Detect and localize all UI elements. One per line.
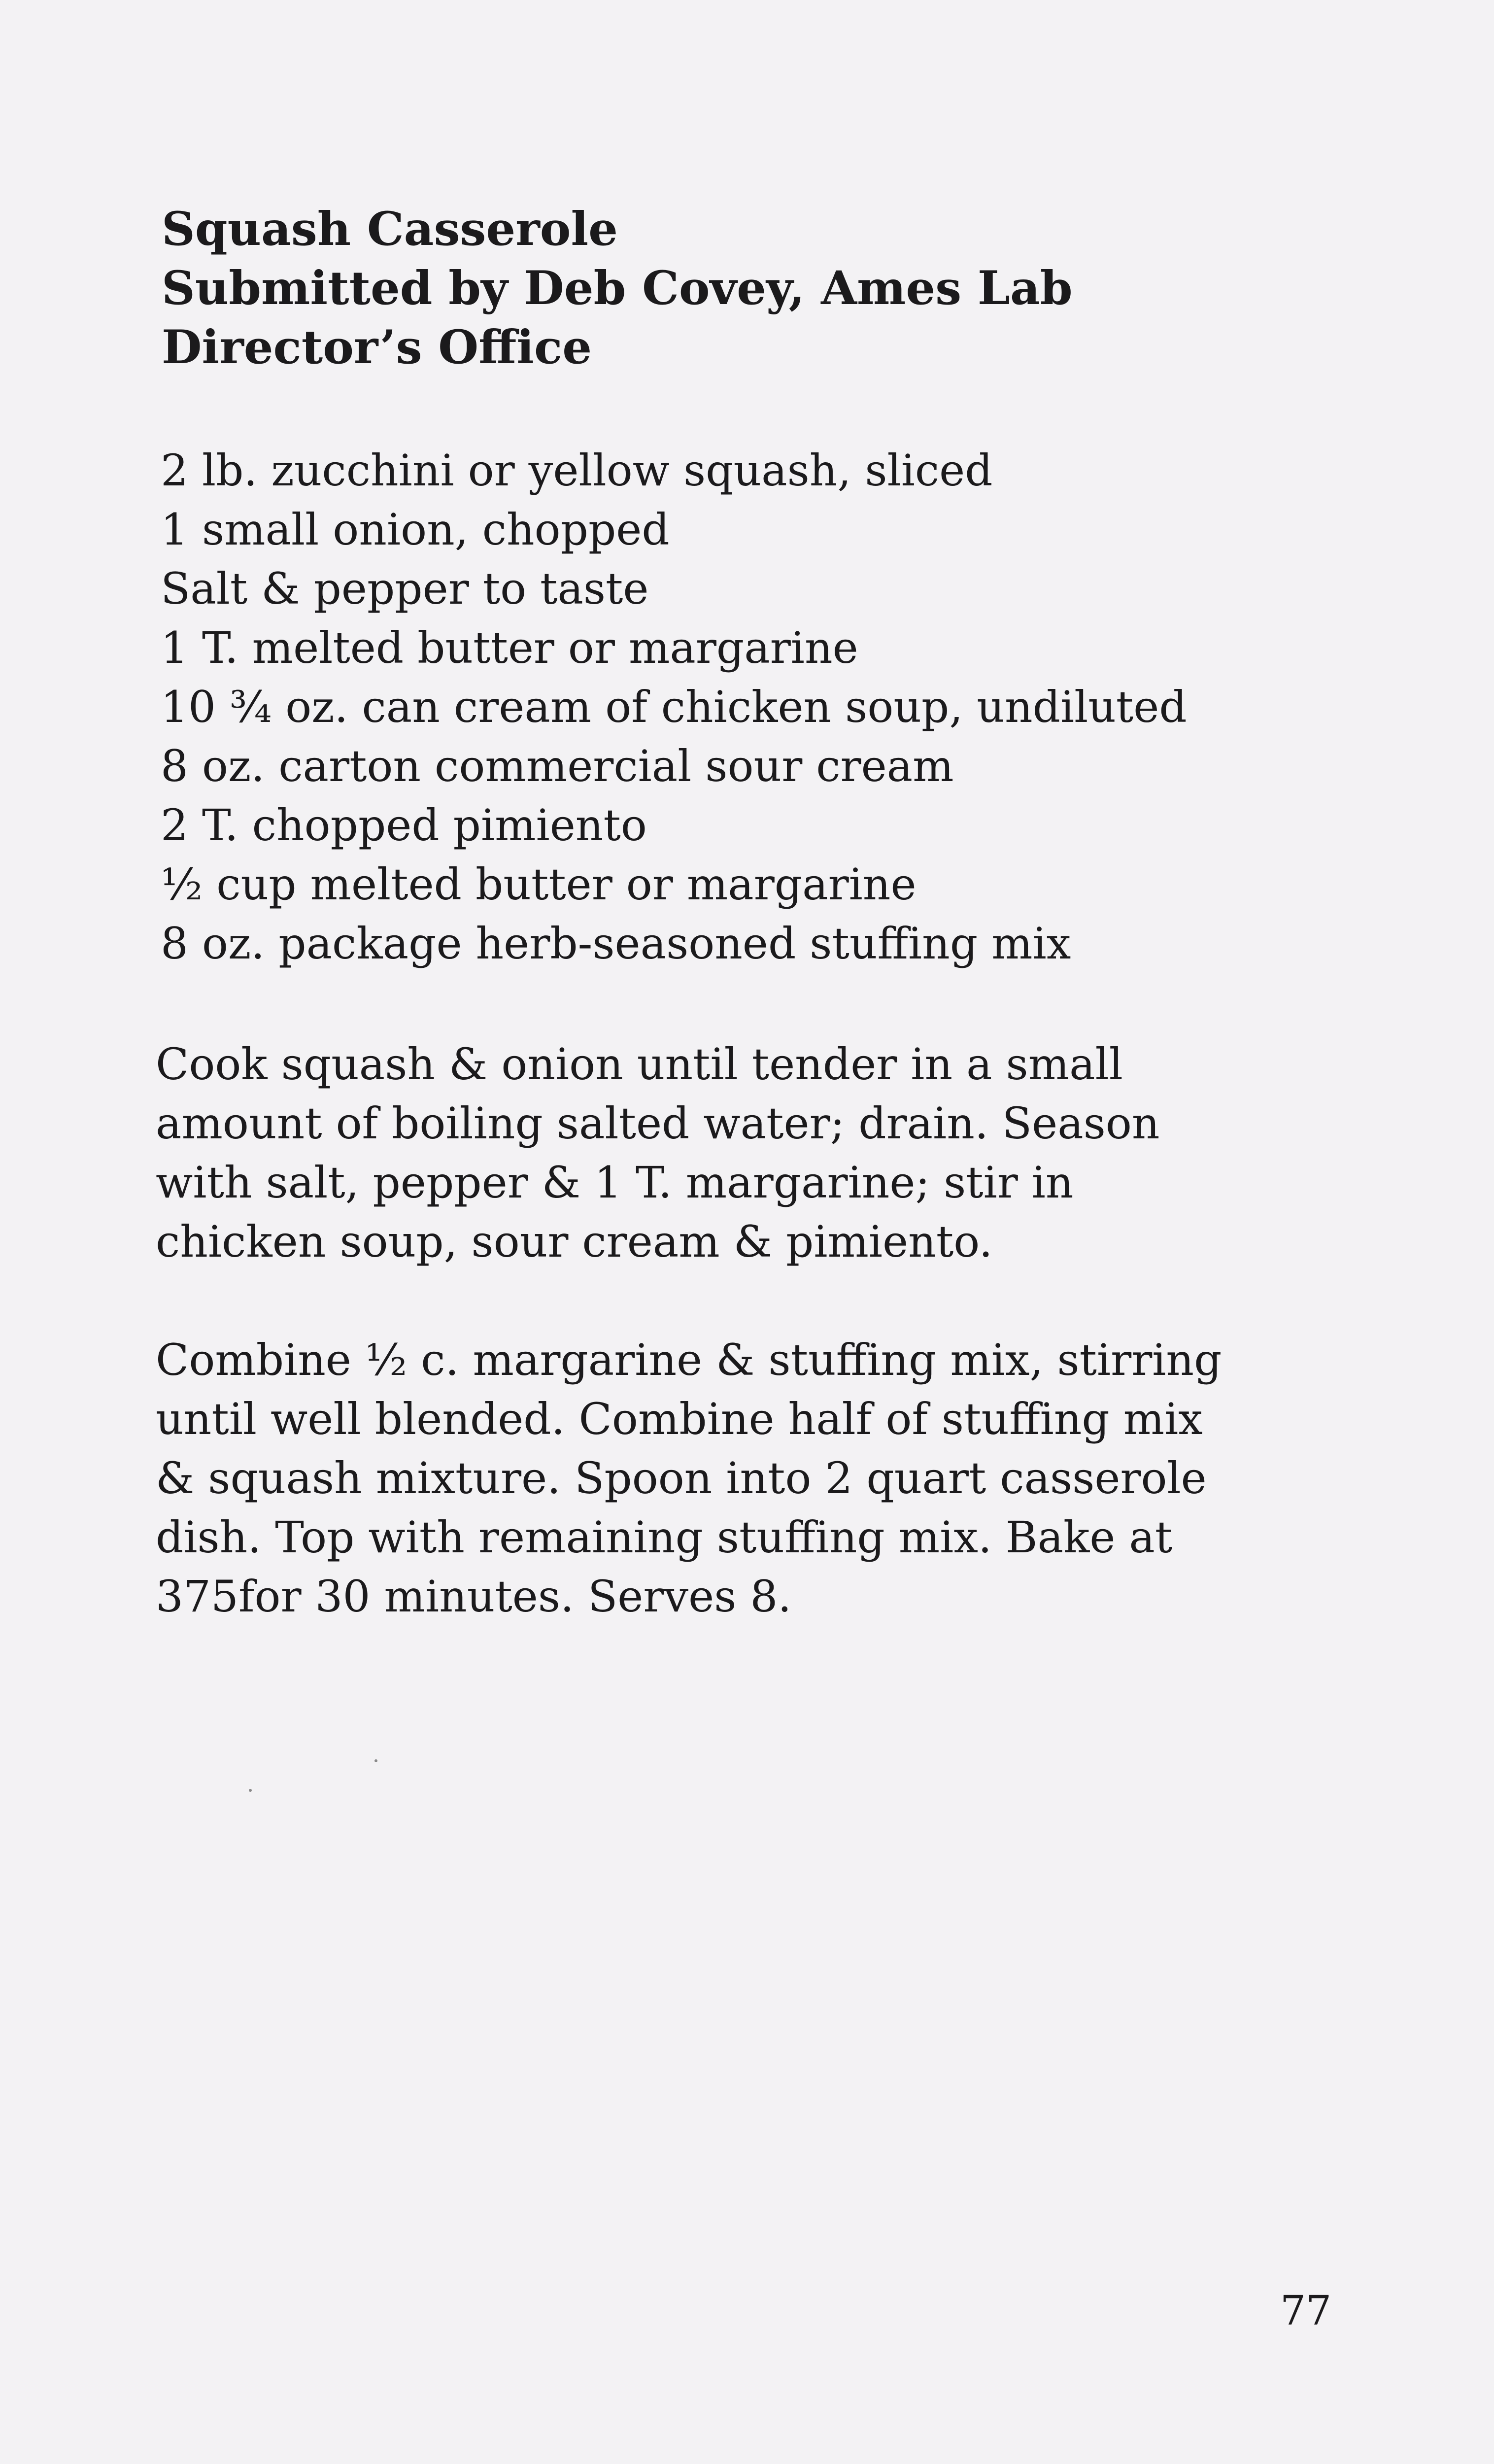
instructions-paragraph-bake xyxy=(156,1331,1289,1626)
instruction-line: Cook squash & onion until tender in a small xyxy=(156,1039,1123,1090)
ingredient-item: 8 oz. carton commercial sour cream xyxy=(161,741,954,791)
recipe-title-block xyxy=(162,200,1295,377)
instruction-line: chicken soup, sour cream & pimiento. xyxy=(156,1216,993,1267)
instruction-line: Combine ½ c. margarine & stuffing mix, stirring xyxy=(156,1335,1222,1385)
page-number: 77 xyxy=(1280,2288,1332,2334)
ingredient-item: 10 ¾ oz. can cream of chicken soup, undiluted xyxy=(161,682,1187,732)
instruction-line: amount of boiling salted water; drain. Season xyxy=(156,1098,1160,1149)
ingredient-item: 1 T. melted butter or margarine xyxy=(161,622,858,673)
paper-speck xyxy=(374,1759,377,1762)
ingredient-item: 1 small onion, chopped xyxy=(161,504,670,555)
recipe-submitter: Submitted by Deb Covey, Ames Lab xyxy=(162,261,1073,315)
instruction-line: 375for 30 minutes. Serves 8. xyxy=(156,1571,792,1622)
ingredient-item: ½ cup melted butter or margarine xyxy=(161,859,917,910)
recipe-submitter-office: Director’s Office xyxy=(162,320,592,375)
instruction-line: & squash mixture. Spoon into 2 quart casserole xyxy=(156,1453,1207,1504)
ingredient-list xyxy=(161,441,1294,973)
instruction-line: dish. Top with remaining stuffing mix. Bake at xyxy=(156,1512,1173,1563)
instructions-paragraph-cook xyxy=(156,1035,1289,1271)
paper-speck xyxy=(249,1789,252,1792)
instruction-line: until well blended. Combine half of stuffing mix xyxy=(156,1394,1203,1444)
recipe-title: Squash Casserole xyxy=(162,202,618,256)
ingredient-item: 8 oz. package herb-seasoned stuffing mix xyxy=(161,918,1071,969)
ingredient-item: 2 T. chopped pimiento xyxy=(161,800,647,851)
ingredient-item: Salt & pepper to taste xyxy=(161,563,649,614)
instruction-line: with salt, pepper & 1 T. margarine; stir in xyxy=(156,1157,1074,1208)
ingredient-item: 2 lb. zucchini or yellow squash, sliced xyxy=(161,445,993,496)
